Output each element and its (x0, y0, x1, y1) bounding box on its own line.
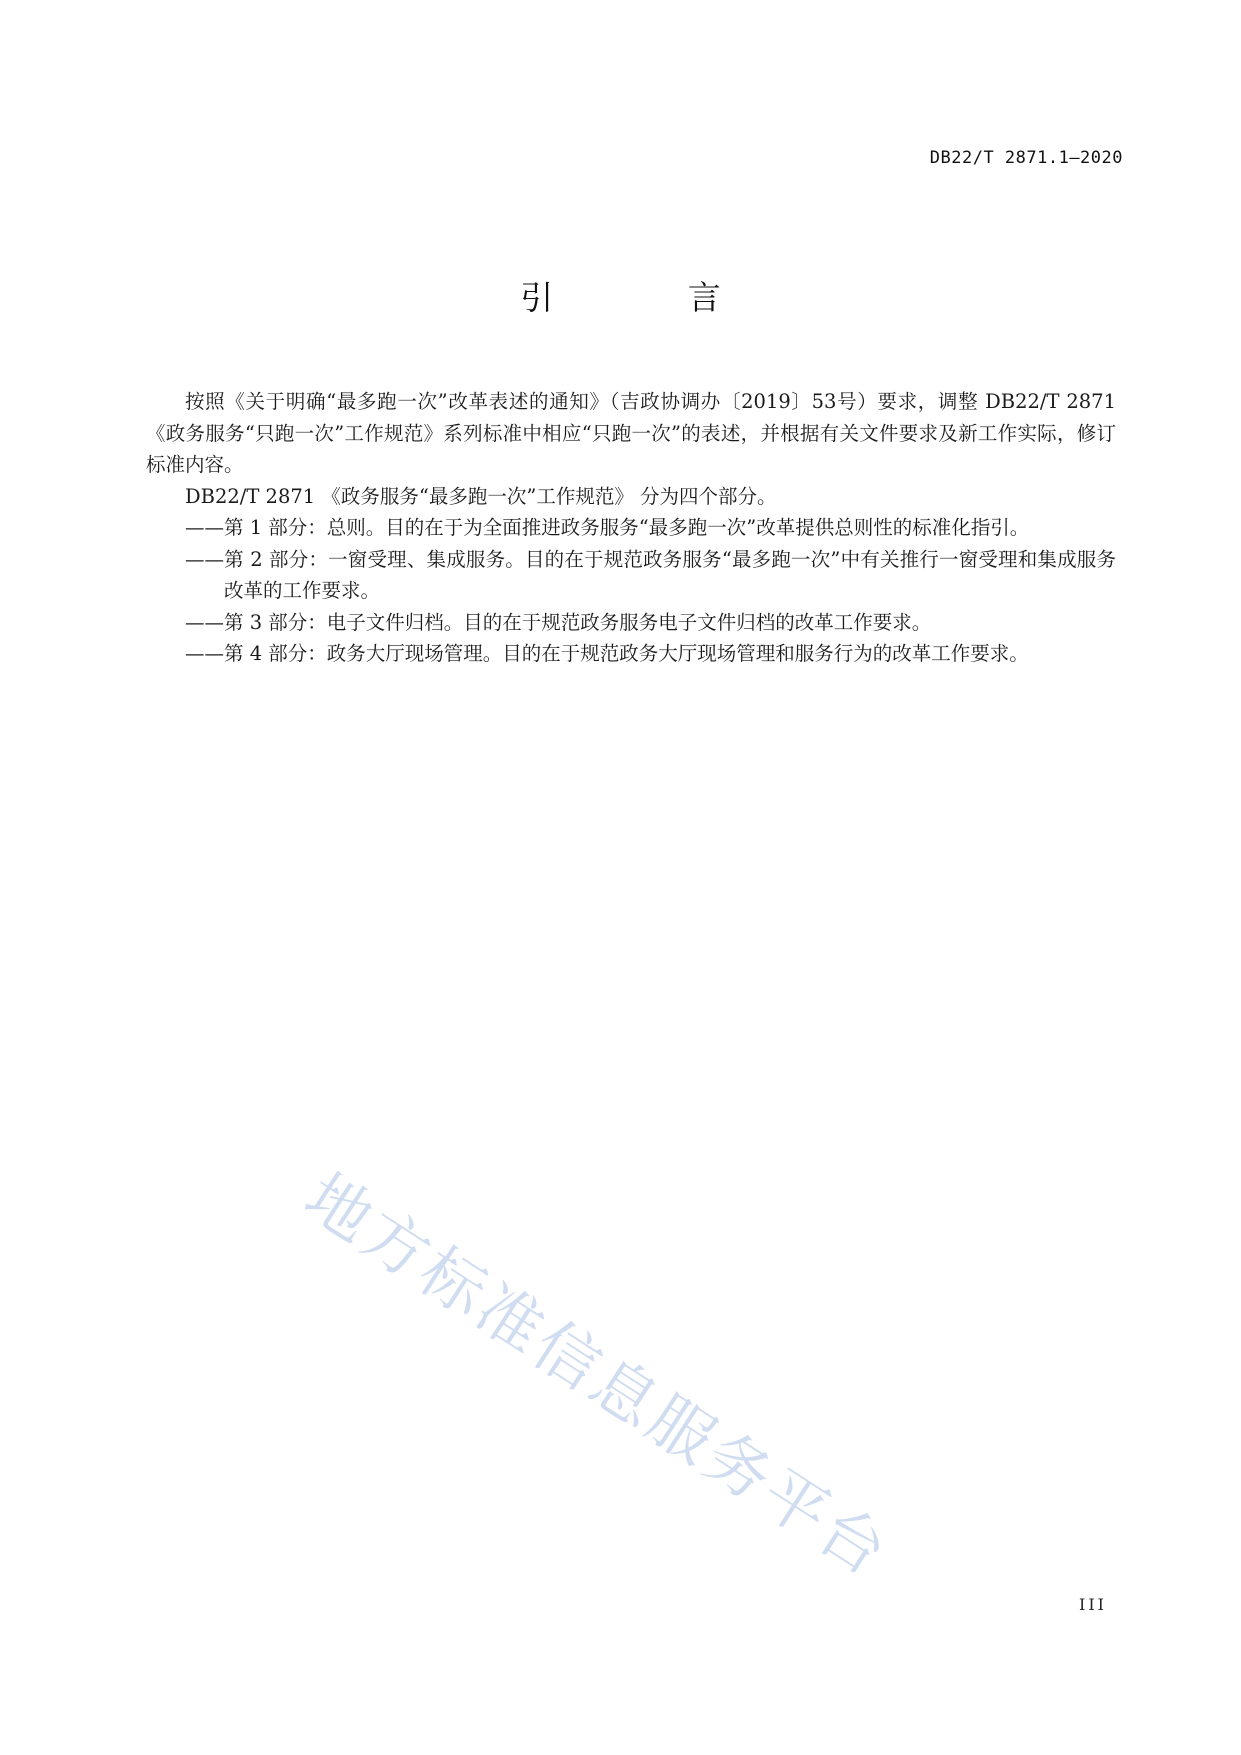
body-content (146, 386, 1116, 670)
page-number: III (1079, 1595, 1107, 1614)
intro-paragraph: 按照《关于明确“最多跑一次”改革表述的通知》（吉政协调办〔2019〕53号）要求，调整 DB22/T 2871 《政务服务“只跑一次”工作规范》系列标准中相应“只跑一次”的表述，并根据有关文件要求及新工作实际，修订标准内容。 (146, 390, 1116, 476)
document-code: DB22/T 2871.1—2020 (929, 148, 1123, 168)
part-list-item-3: ——第 3 部分：电子文件归档。目的在于规范政务服务电子文件归档的改革工作要求。 (185, 610, 932, 634)
part-list-item-4: ——第 4 部分：政务大厅现场管理。目的在于规范政务大厅现场管理和服务行为的改革工作要求。 (185, 642, 1029, 665)
watermark-text: 地方标准信息服务平台 (291, 1160, 903, 1593)
part-list-item-1: ——第 1 部分：总则。目的在于为全面推进政务服务“最多跑一次”改革提供总则性的标准化指引。 (185, 516, 1030, 539)
section-title: 引 言 (520, 278, 783, 317)
parts-intro-paragraph: DB22/T 2871 《政务服务“最多跑一次”工作规范》 分为四个部分。 (185, 484, 777, 508)
part-list-item-2: ——第 2 部分：一窗受理、集成服务。目的在于规范政务服务“最多跑一次”中有关推行一窗受理和集成服务改革的工作要求。 (185, 547, 1116, 602)
